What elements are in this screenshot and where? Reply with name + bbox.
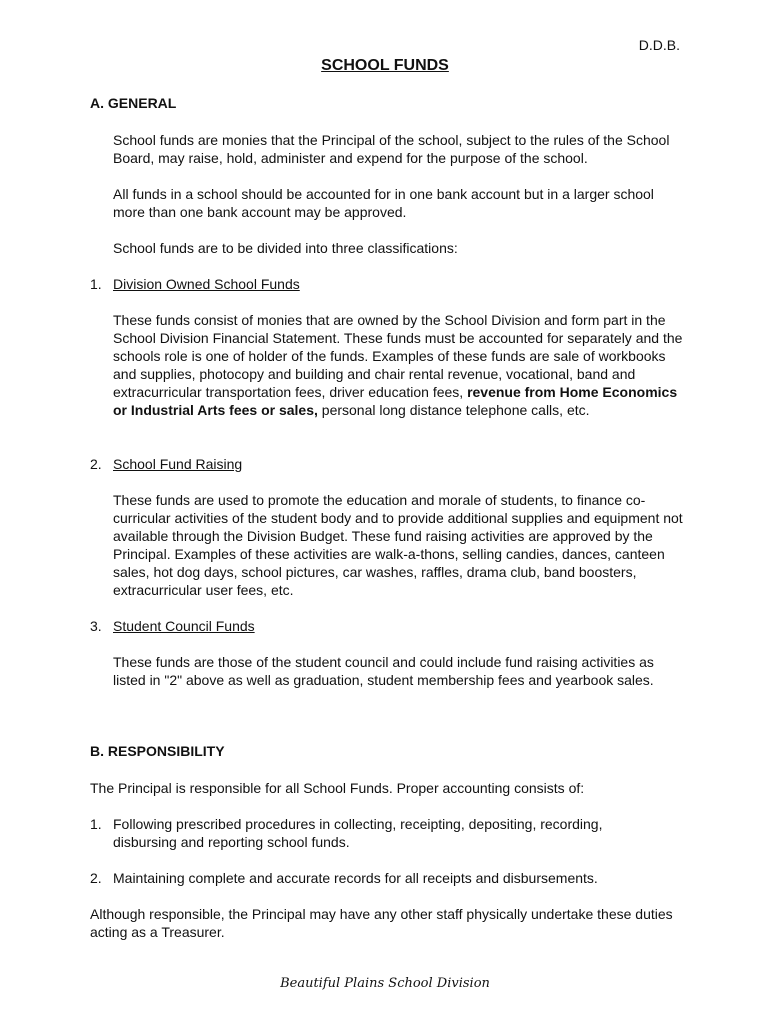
section-a-heading: A. GENERAL (90, 95, 177, 111)
responsibility-closing: Although responsible, the Principal may have any other staff physically undertake these duties acting as a Treasurer. (90, 906, 673, 940)
general-paragraph-3: School funds are to be divided into three classifications: (113, 240, 458, 256)
classification-1-text-bold: revenue from Home Economics or Industrial Arts fees or sales, (113, 384, 678, 418)
classification-2-number: 2. (90, 456, 102, 472)
classification-1-text-before: These funds consist of monies that are owned by the School Division and form part in the School Division Financial Statement. These funds must be accounted for separately and the schools role is one of holder of the funds. Examples of these funds are sale of workbooks and supplies, photocopy and building and chair rental revenue, vocational, band and extracurricular transportation fees, driver education fees, (113, 312, 683, 400)
responsibility-item-2 (90, 869, 660, 887)
classification-2-text: These funds are used to promote the education and morale of students, to finance co-curricular activities of the student body and to provide additional supplies and equipment not available through the Division Budget. These fund raising activities are approved by the Principal. Examples of these activities are walk-a-thons, selling candies, dances, canteen sales, hot dog days, school pictures, car washes, raffles, drama club, band boosters, extracurricular user fees, etc. (113, 492, 683, 598)
general-paragraph-1: School funds are monies that the Principal of the school, subject to the rules of the School Board, may raise, hold, administer and expend for the purpose of the school. (113, 132, 670, 166)
classification-1-title: Division Owned School Funds (113, 276, 300, 292)
document-title: SCHOOL FUNDS (321, 57, 449, 74)
general-paragraph-2: All funds in a school should be accounted for in one bank account but in a larger school more than one bank account may be approved. (113, 186, 654, 220)
classification-1-heading (90, 275, 300, 293)
classification-1-text (113, 311, 683, 419)
classification-3-number: 3. (90, 618, 102, 634)
classification-3-title: Student Council Funds (113, 618, 255, 634)
policy-code: D.D.B. (638, 37, 680, 53)
classification-1-text-after: personal long distance telephone calls, etc. (317, 402, 590, 418)
responsibility-intro: The Principal is responsible for all School Funds. Proper accounting consists of: (90, 780, 585, 796)
responsibility-item-1-number: 1. (90, 816, 102, 832)
classification-2-title: School Fund Raising (113, 456, 243, 472)
responsibility-item-2-number: 2. (90, 870, 102, 886)
responsibility-item-1-text: Following prescribed procedures in collecting, receipting, depositing, recording, disbursing and reporting school funds. (113, 816, 603, 850)
classification-3-heading (90, 617, 255, 635)
responsibility-item-2-text: Maintaining complete and accurate records for all receipts and disbursements. (113, 870, 598, 886)
classification-3-text: These funds are those of the student council and could include fund raising activities as listed in "2" above as well as graduation, student membership fees and yearbook sales. (113, 654, 654, 688)
footer-division-name: Beautiful Plains School Division (280, 976, 490, 991)
responsibility-item-1 (90, 815, 660, 851)
section-b-heading: B. RESPONSIBILITY (90, 743, 225, 759)
classification-2-heading (90, 455, 242, 473)
classification-1-number: 1. (90, 276, 102, 292)
